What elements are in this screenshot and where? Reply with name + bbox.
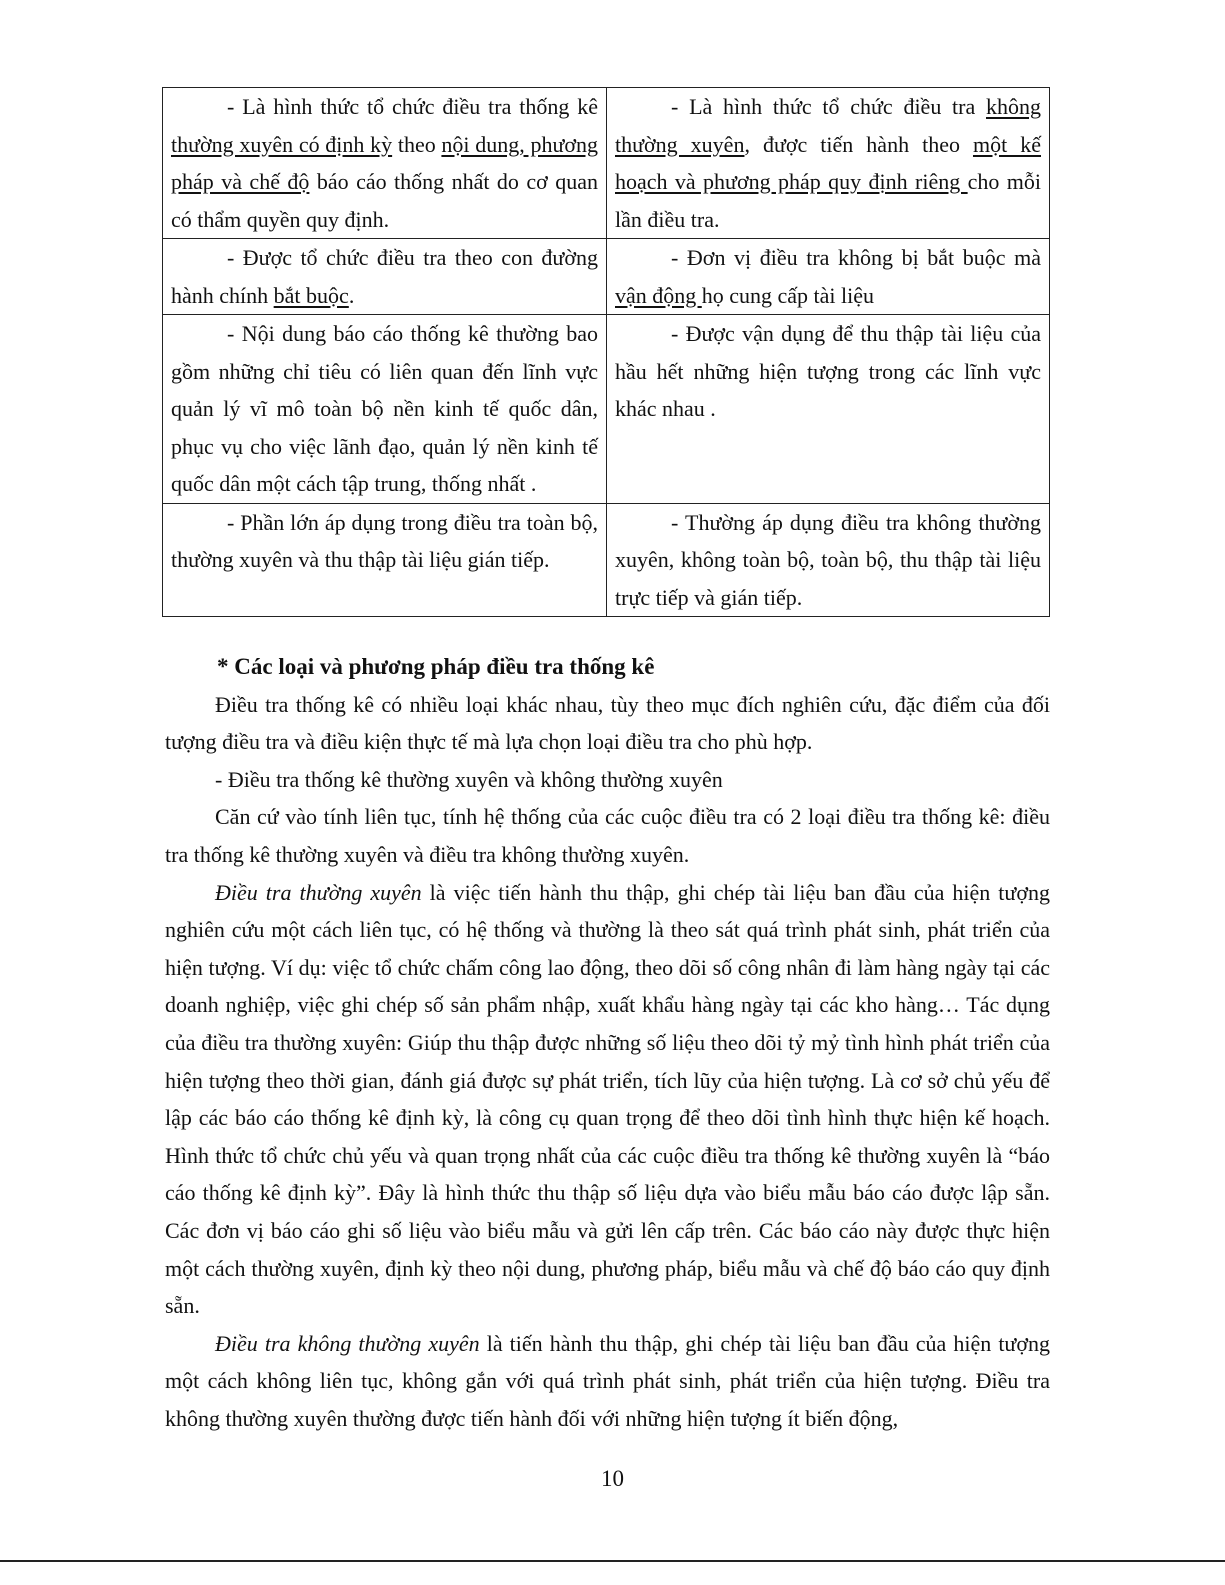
page-number: 10 <box>601 1466 624 1491</box>
table-cell <box>163 315 607 504</box>
table-row <box>163 315 1050 504</box>
cell-text: - Nội dung báo cáo thống kê thường bao gồm những chỉ tiêu có liên quan đến lĩnh vực quản lý vĩ mô toàn bộ nền kinh tế quốc dân, phục vụ cho việc lãnh đạo, quản lý nền kinh tế quốc dân một cách tập trung, thống nhất . <box>171 321 598 496</box>
table-cell <box>163 88 607 239</box>
cell-text: - Thường áp dụng điều tra không thường xuyên, không toàn bộ, toàn bộ, thu thập tài liệu trực tiếp và gián tiếp. <box>615 509 1041 610</box>
cell-text: - Được tổ chức điều tra theo con đường hành chính bắt buộc. <box>171 245 598 308</box>
paragraph: Căn cứ vào tính liên tục, tính hệ thống của các cuộc điều tra có 2 loại điều tra thống kê: điều tra thống kê thường xuyên và điều tra không thường xuyên. <box>165 804 1050 867</box>
cell-text: - Là hình thức tổ chức điều tra không thường xuyên, được tiến hành theo một kế hoạch và phương pháp quy định riêng cho mỗi lần điều tra. <box>615 94 1041 232</box>
term: Điều tra không thường xuyên <box>215 1330 480 1356</box>
section-heading: * Các loại và phương pháp điều tra thống kê <box>217 654 655 679</box>
table-cell <box>163 503 607 617</box>
table-row <box>163 239 1050 315</box>
term: Điều tra thường xuyên <box>215 879 422 905</box>
comparison-table <box>162 87 1050 617</box>
cell-text: - Đơn vị điều tra không bị bắt buộc mà vận động họ cung cấp tài liệu <box>615 245 1041 308</box>
bottom-rule <box>0 1560 1225 1562</box>
cell-text: - Là hình thức tổ chức điều tra thống kê thường xuyên có định kỳ theo nội dung, phương pháp và chế độ báo cáo thống nhất do cơ quan có thẩm quyền quy định. <box>171 94 598 232</box>
table-cell <box>607 88 1050 239</box>
table-cell <box>607 239 1050 315</box>
table-row <box>163 88 1050 239</box>
table-cell <box>607 315 1050 504</box>
paragraph: Điều tra thường xuyên là việc tiến hành thu thập, ghi chép tài liệu ban đầu của hiện tượng nghiên cứu một cách liên tục, có hệ thống và thường là theo sát quá trình phát sinh, phát triển của hiện tượng. Ví dụ: việc tổ chức chấm công lao động, theo dõi số công nhân đi làm hàng ngày tại các doanh nghiệp, việc ghi chép số sản phẩm nhập, xuất khẩu hàng ngày tại các kho hàng… Tác dụng của điều tra thường xuyên: Giúp thu thập được những số liệu theo dõi tỷ mỷ tình hình phát triển của hiện tượng theo thời gian, đánh giá được sự phát triển, tích lũy của hiện tượng. Là cơ sở chủ yếu để lập các báo cáo thống kê định kỳ, là công cụ quan trọng để theo dõi tình hình thực hiện kế hoạch. Hình thức tổ chức chủ yếu và quan trọng nhất của các cuộc điều tra thống kê thường xuyên là “báo cáo thống kê định kỳ”. Đây là hình thức thu thập số liệu dựa vào biểu mẫu báo cáo được lập sẵn. Các đơn vị báo cáo ghi số liệu vào biểu mẫu và gửi lên cấp trên. Các báo cáo này được thực hiện một cách thường xuyên, định kỳ theo nội dung, phương pháp, biểu mẫu và chế độ báo cáo quy định sẵn. <box>165 879 1050 1319</box>
paragraph: Điều tra thống kê có nhiều loại khác nhau, tùy theo mục đích nghiên cứu, đặc điểm của đối tượng điều tra và điều kiện thực tế mà lựa chọn loại điều tra cho phù hợp. <box>165 691 1050 755</box>
table-cell <box>607 503 1050 617</box>
body-text <box>165 648 1050 1437</box>
paragraph: Điều tra không thường xuyên là tiến hành thu thập, ghi chép tài liệu ban đầu của hiện tượng một cách không liên tục, không gắn với quá trình phát sinh, phát triển của hiện tượng. Điều tra không thường xuyên thường được tiến hành đối với những hiện tượng ít biến động, <box>165 1330 1050 1431</box>
cell-text: - Phần lớn áp dụng trong điều tra toàn bộ, thường xuyên và thu thập tài liệu gián tiếp. <box>171 509 598 572</box>
list-item: - Điều tra thống kê thường xuyên và không thường xuyên <box>215 766 723 792</box>
table-row <box>163 503 1050 617</box>
table-cell <box>163 239 607 315</box>
cell-text: - Được vận dụng để thu thập tài liệu của hầu hết những hiện tượng trong các lĩnh vực khác nhau . <box>615 321 1041 421</box>
